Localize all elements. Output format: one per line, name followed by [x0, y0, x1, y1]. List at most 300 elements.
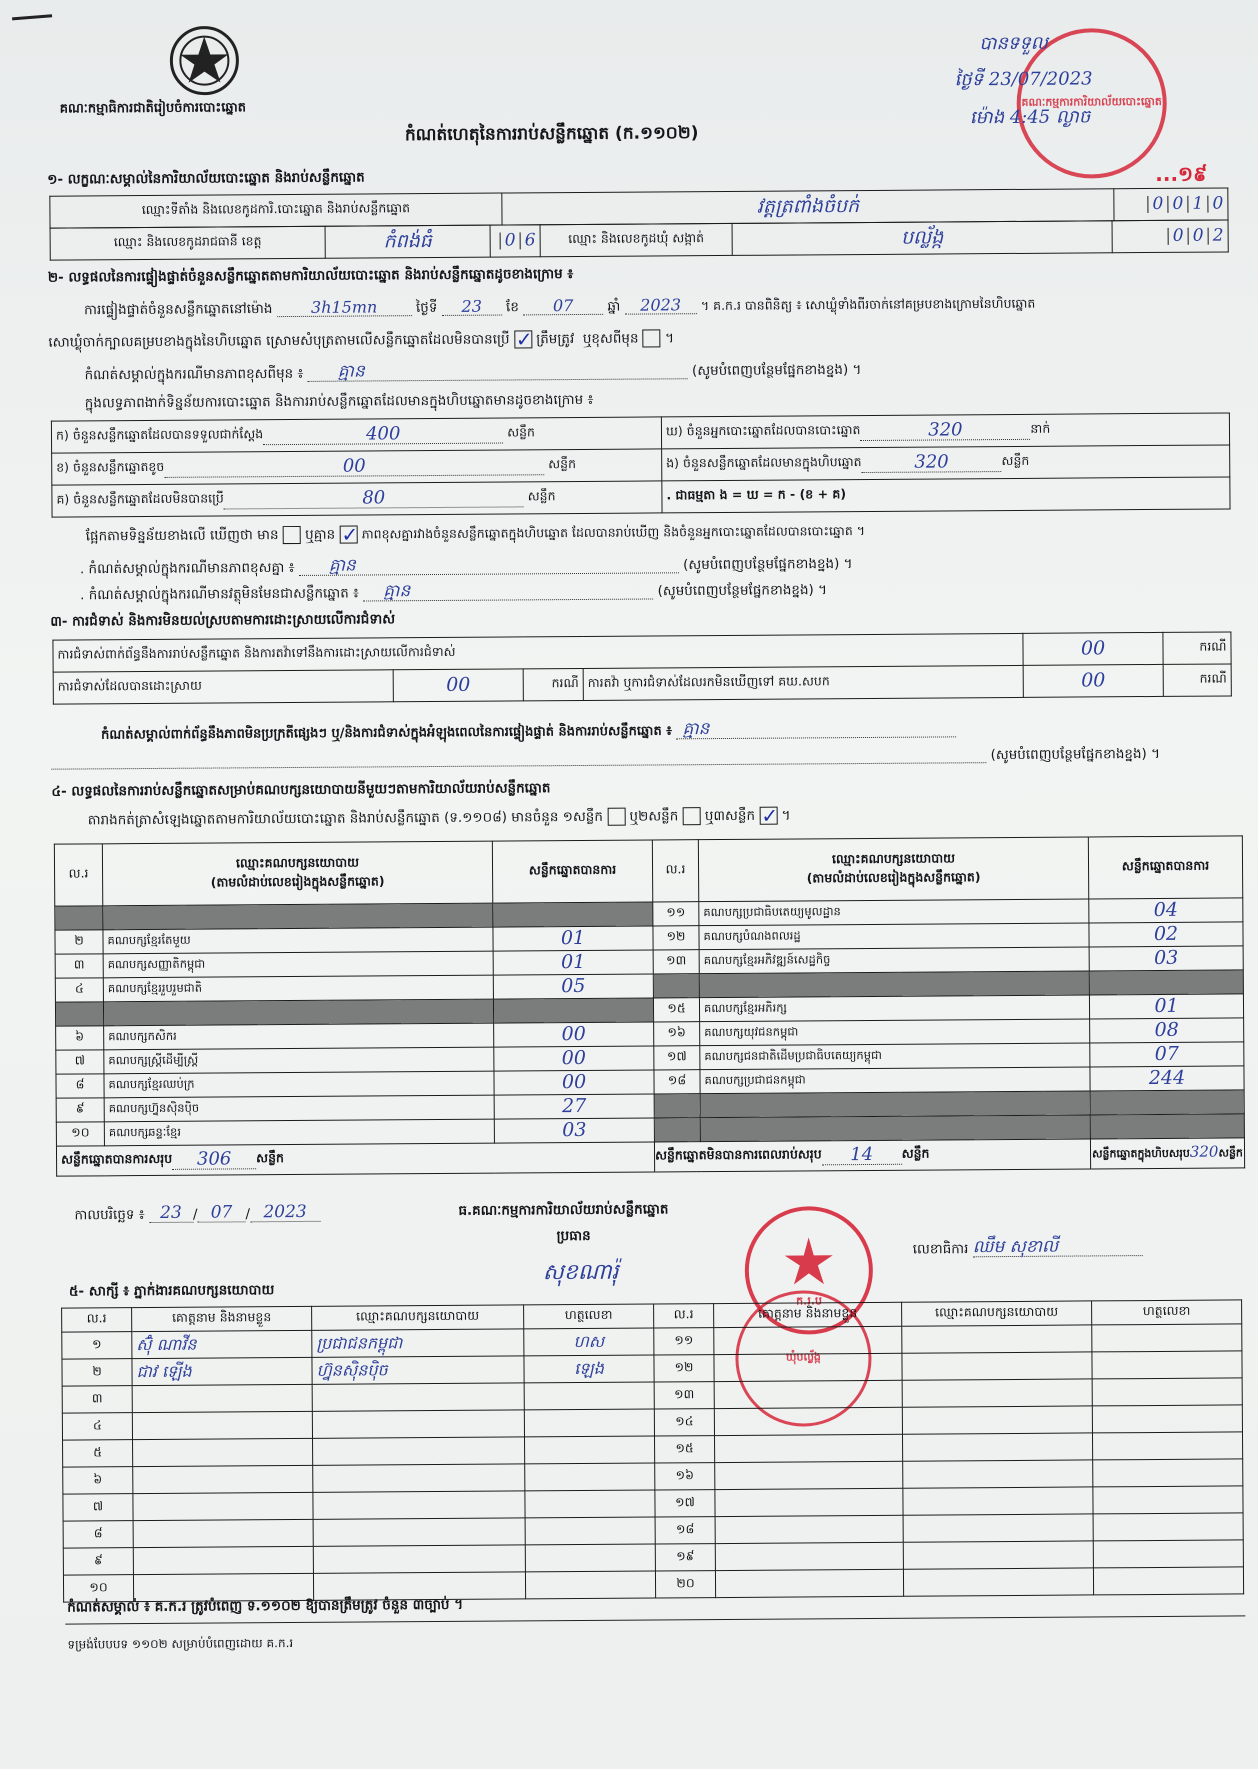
- commune-code-digit: 0: [1188, 228, 1208, 245]
- witness-signature: [1092, 1351, 1242, 1379]
- footer-note: កំណត់សម្គាល់ ៖ គ.ក.រ ត្រូវបំពេញ ទ.១១០២ ឱ្យបានត្រឹមត្រូវ ចំនួន ៣ច្បាប់ ។: [67, 1596, 464, 1616]
- witness-name: [132, 1384, 312, 1412]
- province-code-digit: 6: [520, 232, 540, 249]
- station-code-digit: 0: [1147, 196, 1167, 213]
- witness-name: [714, 1380, 902, 1408]
- verify-year: 2023: [625, 297, 697, 315]
- discrepancy-line: [86, 522, 865, 545]
- complaints-row2-mid-label: ការតវ៉ា ឬការជំទាស់ដែលរកមិនឃើញទៅ គឃ.សបក: [583, 665, 1023, 700]
- complaints-table: [52, 631, 1231, 704]
- witness-party: [903, 1460, 1093, 1488]
- result-no: ៣: [55, 954, 103, 978]
- result-votes: [494, 1118, 654, 1143]
- spoiled-row: [52, 449, 662, 485]
- no-discrepancy-checkbox[interactable]: ✓: [341, 522, 359, 547]
- complaints-row2-cell: [393, 669, 523, 702]
- witness-no: ១៧: [655, 1490, 715, 1517]
- difference-note-label: កំណត់សម្គាល់ក្នុងករណីមានភាពខុសពីមុន ៖: [84, 365, 304, 384]
- result-no: ៧: [56, 1050, 104, 1074]
- witness-name: [133, 1519, 313, 1547]
- result-no: ២: [55, 930, 103, 954]
- two-sheets-checkbox[interactable]: [683, 807, 701, 825]
- received-unit: សន្លឹក: [507, 424, 536, 440]
- section2-title: ២- លទ្ធផលនៃការផ្ទៀងផ្ទាត់ចំនួនសន្លឹកឆ្នោតតាមការិយាល័យបោះឆ្នោត និងរាប់សន្លឹកឆ្នោតដូចខាងក្រោម ៖: [47, 266, 574, 286]
- results-header-votes: សន្លឹកឆ្នោតបានការ: [492, 840, 652, 903]
- witness-no: ៤: [62, 1413, 132, 1440]
- voters-value: 320: [860, 421, 1030, 441]
- witness-header-party: ឈ្មោះគណបក្សនយោបាយ: [312, 1305, 524, 1330]
- result-party: [103, 903, 493, 930]
- witness-party: [312, 1410, 524, 1438]
- result-votes: [1090, 1090, 1244, 1115]
- result-votes: [493, 902, 653, 927]
- witness-no: ៣: [62, 1386, 132, 1413]
- different-checkbox[interactable]: [643, 329, 661, 347]
- station-code: [1114, 188, 1228, 221]
- unused-label: គ) ចំនួនសន្លឹកឆ្នោតដែលមិនបានប្រើ: [56, 490, 224, 507]
- witness-signature: [1092, 1378, 1242, 1406]
- none-label: ឬគ្មាន: [305, 526, 336, 543]
- result-party: គណបក្សប្រជាជនកម្ពុជា: [700, 1067, 1090, 1094]
- result-no: ១២: [653, 926, 699, 950]
- result-votes: [493, 974, 653, 999]
- result-party: គណបក្សខ្មែរអភិវឌ្ឍន៍សេដ្ឋកិច្ច: [699, 947, 1089, 974]
- discrepancy-text: ភាពខុសគ្នារវាងចំនួនសន្លឹកឆ្នោតក្នុងហិបឆ្នោត ដែលបានរាប់ឃើញ និងចំនួនអ្នកបោះឆ្នោតដែលបានបោះឆ្នោត ។: [361, 523, 866, 542]
- voters-label: ឃ) ចំនួនអ្នកបោះឆ្នោតដែលបានបោះឆ្នោត: [665, 422, 861, 439]
- results-header-party-sub-right: (តាមលំដាប់លេខរៀងក្នុងសន្លឹកឆ្នោត): [806, 868, 981, 885]
- result-party: គណបក្សខ្មែររួបរួមជាតិ: [103, 975, 493, 1002]
- witness-signature: [525, 1544, 655, 1572]
- result-votes: [1089, 946, 1243, 971]
- unused-row: [52, 481, 662, 517]
- witness-signature: [524, 1328, 654, 1356]
- total-box-label: សន្លឹកឆ្នោតក្នុងហិបសរុប: [1091, 1146, 1190, 1160]
- correct-checkbox[interactable]: ✓: [515, 327, 533, 352]
- witness-no: ១: [62, 1332, 132, 1359]
- result-votes: [494, 1022, 654, 1047]
- registration-stamp-text: ឃុំបល្ល័ង្ក: [785, 1350, 821, 1364]
- result-no: ១៣: [653, 950, 699, 974]
- witness-signature-value: ឡេង: [574, 1358, 604, 1379]
- witness-no: ១៦: [655, 1463, 715, 1490]
- witness-no: ៨: [63, 1521, 133, 1548]
- witness-party-value: ហ្វ៊ុនស៊ិនប៉ិច: [316, 1360, 388, 1380]
- result-no: [55, 1002, 103, 1026]
- witness-name: [715, 1488, 903, 1516]
- province-label: ឈ្មោះ និងលេខកូដរាជធានី ខេត្ត: [50, 226, 325, 260]
- note1-value: គ្មាន: [299, 555, 679, 576]
- witness-name: [714, 1407, 902, 1435]
- complaints-row1-label: ការជំទាស់ពាក់ព័ន្ធនឹងការរាប់សន្លឹកឆ្នោត និងការតវ៉ាទៅនឹងការដោះស្រាយលើការជំទាស់: [53, 633, 1023, 672]
- witness-party: [902, 1406, 1092, 1434]
- vote-count: 07: [1154, 1042, 1180, 1065]
- witness-header-no-right: ល.រ: [654, 1304, 714, 1328]
- in-box-unit: សន្លឹក: [1001, 452, 1030, 469]
- witness-no: ២: [62, 1359, 132, 1386]
- results-header-party-sub: (តាមលំដាប់លេខរៀងក្នុងសន្លឹកឆ្នោត): [210, 872, 385, 890]
- complaints-row1-unit: ករណី: [1163, 632, 1231, 664]
- in-box-row: [662, 445, 1230, 481]
- note1-line: [80, 554, 853, 577]
- witness-no: ១២: [654, 1355, 714, 1382]
- section4-title: ៤- លទ្ធផលនៃការរាប់សន្លឹកឆ្នោតសម្រាប់គណបក្សនយោបាយនីមួយៗតាមការិយាល័យរាប់សន្លឹកឆ្នោត: [51, 780, 551, 800]
- witness-no: ២០: [655, 1571, 715, 1598]
- vote-count: 01: [560, 926, 586, 950]
- result-votes: [494, 1046, 654, 1071]
- station-name: វត្តត្រពាំងចំបក់: [756, 195, 860, 218]
- secretary-label: លេខាធិការ: [912, 1241, 969, 1258]
- unused-unit: សន្លឹក: [527, 488, 556, 504]
- has-label: ផ្អែកតាមទិន្នន័យខាងលើ ឃើញថា មាន: [85, 527, 279, 545]
- witness-party: [312, 1329, 524, 1357]
- witness-no: ១៥: [654, 1436, 714, 1463]
- witness-header-sign: ហត្ថលេខា: [524, 1304, 654, 1329]
- witness-signature: [525, 1490, 655, 1518]
- results-header-party-right: [698, 837, 1088, 902]
- witness-no: ១៩: [655, 1544, 715, 1571]
- result-votes: [493, 926, 653, 951]
- verify-line1-tail: ។ គ.ក.រ បានពិនិត្យ ៖ សោឃ្លុំទាំងពីរចាក់នៅគម្របខាងក្រោមនៃហិបឆ្នោត: [700, 295, 1036, 313]
- result-party: គណបក្សខ្មែរអភិរក្ស: [699, 995, 1089, 1022]
- witness-no: ១០: [63, 1575, 133, 1602]
- note2-line: [80, 580, 827, 603]
- witness-name-value: ជាវ ឡើង: [136, 1361, 192, 1382]
- received-stamp-text: គណៈកម្មការការិយាល័យបោះឆ្នោត: [1021, 94, 1162, 109]
- witness-name: [715, 1515, 903, 1543]
- date-month: 07: [197, 1204, 245, 1222]
- footer-form-note: ទម្រង់បែបបទ ១១០២ សម្រាប់បំពេញដោយ គ.ក.រ: [67, 1636, 294, 1652]
- witness-name-value: ស៊ុំ ណាវីន: [136, 1334, 197, 1355]
- result-no: [654, 1094, 700, 1118]
- committee-stamp-text: ក.រ.ប: [796, 1293, 823, 1308]
- result-party: [699, 971, 1089, 998]
- province-code-digit: 0: [500, 232, 520, 249]
- witness-name: [132, 1411, 312, 1439]
- note2-suffix: (សូមបំពេញបន្ថែមផ្នែកខាងខ្នង) ។: [657, 582, 828, 600]
- result-votes: [1090, 1042, 1244, 1067]
- witness-no: ១៤: [654, 1409, 714, 1436]
- vote-count: 01: [1154, 994, 1179, 1017]
- dotted-line: [51, 762, 986, 770]
- total-box-value: 320: [1189, 1142, 1219, 1161]
- irregularity-note-suffix: (សូមបំពេញបន្ថែមផ្នែកខាងខ្នង) ។: [990, 745, 1161, 764]
- result-no: [654, 1118, 700, 1142]
- complaints-row2-mid-unit: ករណី: [1163, 664, 1231, 696]
- result-no: ៨: [56, 1074, 104, 1098]
- chair-label: ប្រធាន: [556, 1227, 591, 1245]
- witness-signature: [525, 1436, 655, 1464]
- witness-name: [715, 1569, 903, 1597]
- verify-time-label: ការផ្ទៀងផ្ទាត់ចំនួនសន្លឹកឆ្នោតនៅម៉ោង: [84, 300, 273, 319]
- station-name-cell: [502, 189, 1114, 225]
- result-party: គណបក្សខ្មែរតែមួយ: [103, 927, 493, 954]
- witness-name: [714, 1434, 902, 1462]
- note2-label: . កំណត់សម្គាល់ក្នុងករណីមានវត្ថុមិនមែនជាសន្លឹកឆ្នោត ៖: [80, 585, 360, 604]
- results-header-party-label-right: ឈ្មោះគណបក្សនយោបាយ: [831, 849, 956, 866]
- result-no: ១៨: [654, 1070, 700, 1094]
- witness-party: [902, 1352, 1092, 1380]
- witness-name: [133, 1546, 313, 1574]
- voters-unit: នាក់: [1030, 420, 1051, 436]
- total-invalid-cell: [654, 1139, 1090, 1172]
- stamp-emblem-icon: [779, 1231, 839, 1291]
- chair-signature: សុខណារ៉ុ: [542, 1259, 619, 1286]
- ballot-counts-table: [51, 412, 1231, 517]
- witness-signature: [1092, 1324, 1242, 1352]
- witness-signature: [525, 1571, 655, 1599]
- witness-party: [313, 1464, 525, 1492]
- result-party: [700, 1115, 1090, 1142]
- irregularity-note-label: កំណត់សម្គាល់ពាក់ព័ន្ធនឹងភាពមិនប្រក្រតីផ្សេងៗ ឬ/និងការជំទាស់ក្នុងអំឡុងពេលនៃការផ្ទៀងផ្ទាត់ និងការរាប់សន្លឹកឆ្នោត ៖: [101, 723, 672, 743]
- form-title: កំណត់ហេតុនៃការរាប់សន្លឹកឆ្នោត (ក.១១០២): [404, 123, 699, 146]
- total-valid-value: 306: [172, 1150, 256, 1170]
- witness-signature-value: ហស: [573, 1331, 605, 1352]
- tally-sheets-label: តារាងកត់ត្រាសំឡេងឆ្នោតតាមការិយាល័យបោះឆ្នោត និងរាប់សន្លឹកឆ្នោត (ទ.១១០៨) មានចំនួន ១សន្លឹក: [87, 808, 603, 829]
- result-no: ៦: [56, 1026, 104, 1050]
- witness-signature: [1092, 1432, 1242, 1460]
- verify-day: 23: [442, 299, 502, 316]
- results-table: [54, 835, 1245, 1176]
- one-sheet-checkbox[interactable]: [607, 808, 625, 826]
- in-box-value: 320: [861, 453, 1001, 473]
- result-votes: [494, 1070, 654, 1095]
- section1-title: ១- លក្ខណៈសម្គាល់នៃការិយាល័យបោះឆ្នោត និងរាប់សន្លឹកឆ្នោត: [47, 169, 365, 188]
- stray-mark: [12, 14, 52, 20]
- result-no: ១៥: [653, 998, 699, 1022]
- voters-row: [661, 413, 1229, 449]
- province-name-cell: [325, 225, 490, 258]
- date-line: កាលបរិច្ឆេទ ៖ 23 / 07 / 2023: [74, 1204, 320, 1224]
- total-invalid-label: សន្លឹកឆ្នោតមិនបានការពេលរាប់សរុប: [654, 1146, 822, 1163]
- location-table: [50, 219, 1229, 260]
- commune-code-digit: 2: [1208, 227, 1228, 244]
- result-party: គណបក្សខ្មែរឈប់ក្រ: [104, 1071, 494, 1098]
- spoiled-value: 00: [164, 456, 544, 478]
- date-year: 2023: [250, 1204, 320, 1222]
- witness-signature: [524, 1382, 654, 1410]
- total-box-unit: សន្លឹក: [1218, 1145, 1243, 1160]
- result-party: គណបក្សស្ត្រីដើម្បីស្ត្រី: [104, 1047, 494, 1074]
- commune-code: [1112, 220, 1228, 253]
- in-box-label: ង) ចំនួនសន្លឹកឆ្នោតដែលមានក្នុងហិបឆ្នោត: [666, 454, 862, 471]
- tally-sheets-line: តារាងកត់ត្រាសំឡេងឆ្នោតតាមការិយាល័យបោះឆ្នោត និងរាប់សន្លឹកឆ្នោត (ទ.១១០៨) មានចំនួន ១សន្លឹក ឬ២សន្លឹក ឬ៣សន្លឹក ✓ ។: [87, 803, 791, 829]
- spoiled-label: ខ) ចំនួនសន្លឹកឆ្នោតខូច: [56, 458, 165, 475]
- result-no: [55, 906, 103, 930]
- footer-divider: [65, 1615, 1245, 1624]
- received-time: ម៉ោង 4:45 ល្ងាច: [969, 106, 1091, 129]
- result-no: ៩: [56, 1098, 104, 1122]
- total-valid-cell: [56, 1142, 654, 1176]
- verify-month: 07: [523, 298, 603, 316]
- org-name: គណៈកម្មាធិការជាតិរៀបចំការបោះឆ្នោត: [59, 100, 246, 117]
- witness-no: ១៨: [655, 1517, 715, 1544]
- complaints-row1-value: 00: [1080, 637, 1106, 660]
- witness-no: ៥: [63, 1440, 133, 1467]
- witness-header-no: ល.រ: [62, 1308, 132, 1332]
- complaints-row2-mid-value: 00: [1081, 669, 1106, 692]
- witness-signature: [524, 1409, 654, 1437]
- witness-name: [715, 1542, 903, 1570]
- verify-line2-text: សោឃ្លុំចាក់ក្បាលគម្របខាងក្នុងនៃហិបឆ្នោត ស្រោមសំបុត្រតាមលើសន្លឹកឆ្នោតដែលមិនបានប្រើ: [48, 331, 510, 351]
- vote-count: 08: [1154, 1018, 1179, 1041]
- vote-count: 01: [561, 950, 586, 974]
- result-no: [653, 974, 699, 998]
- result-party: គណបក្សជនជាតិដើមប្រជាធិបតេយ្យកម្ពុជា: [700, 1043, 1090, 1070]
- witness-party: [312, 1383, 524, 1411]
- result-no: ១០: [56, 1122, 104, 1146]
- witness-no: ៦: [63, 1467, 133, 1494]
- witness-party: [312, 1356, 524, 1384]
- witness-party: [313, 1545, 525, 1573]
- total-invalid-unit: សន្លឹក: [901, 1145, 930, 1161]
- irregularity-note-line: [101, 719, 956, 743]
- complaints-row2-label: ការជំទាស់ដែលបានដោះស្រាយ: [53, 670, 393, 704]
- witness-no: ១១: [654, 1328, 714, 1355]
- station-code-digit: 0: [1207, 195, 1227, 212]
- result-votes: [1090, 1114, 1244, 1139]
- verify-day-label: ថ្ងៃទី: [415, 299, 438, 316]
- witness-party: [902, 1325, 1092, 1353]
- note1-label: . កំណត់សម្គាល់ក្នុងករណីមានភាពខុសគ្នា ៖: [79, 559, 295, 578]
- result-no: ១៧: [654, 1046, 700, 1070]
- vote-count: 00: [561, 1022, 586, 1046]
- witness-no: ៧: [63, 1494, 133, 1521]
- results-header-party-label: ឈ្មោះគណបក្សនយោបាយ: [235, 854, 360, 870]
- date-day: 23: [149, 1205, 193, 1223]
- has-discrepancy-checkbox[interactable]: [283, 526, 301, 544]
- witness-party: [903, 1568, 1093, 1596]
- result-no: ៤: [55, 978, 103, 1002]
- complaints-row2-mid-cell: [1023, 664, 1163, 697]
- witness-signature: [1092, 1405, 1242, 1433]
- vote-count: 05: [561, 974, 586, 998]
- note1-suffix: (សូមបំពេញបន្ថែមផ្នែកខាងខ្នង) ។: [683, 555, 853, 574]
- committee-title: ធ.គណៈកម្មការការិយាល័យរាប់សន្លឹកឆ្នោត: [458, 1201, 669, 1219]
- vote-count: 02: [1153, 922, 1179, 945]
- witness-table: [61, 1299, 1244, 1602]
- witness-signature: [1093, 1540, 1243, 1568]
- witness-no: ៩: [63, 1548, 133, 1575]
- total-box-cell: [1090, 1138, 1244, 1169]
- complaints-row2-unit: ករណី: [523, 668, 583, 700]
- verify-month-label: ខែ: [505, 299, 519, 316]
- witness-header-party-right: ឈ្មោះគណបក្សនយោបាយ: [902, 1301, 1092, 1326]
- commune-code-digit: 0: [1168, 228, 1188, 245]
- section5-title: ៥- សាក្សី ៖ ភ្នាក់ងារគណបក្សនយោបាយ: [68, 1282, 275, 1300]
- result-votes: [1089, 970, 1243, 995]
- commune-name-cell: [732, 221, 1112, 256]
- different-label: ឬខុសពីមុន: [582, 330, 639, 347]
- witness-signature: [525, 1517, 655, 1545]
- witness-name: [715, 1461, 903, 1489]
- witness-name: [133, 1465, 313, 1493]
- witness-name: [132, 1330, 312, 1358]
- results-header-no-right: ល.រ: [652, 840, 698, 902]
- result-votes: [1090, 1018, 1244, 1043]
- difference-note-suffix: (សូមបំពេញបន្ថែមផ្នែកខាងខ្នង) ។: [691, 361, 862, 380]
- station-code-digit: 0: [1167, 196, 1187, 213]
- witness-header-name: គោត្តនាម និងនាមខ្លួន: [132, 1306, 312, 1331]
- received-label: ក) ចំនួនសន្លឹកឆ្នោតដែលបានទទួលជាក់ស្តែង: [55, 426, 264, 443]
- witness-signature: [525, 1463, 655, 1491]
- result-party: [103, 999, 493, 1026]
- commune-name: បល្ល័ង្ក: [900, 226, 944, 249]
- province-name: កំពង់ធំ: [383, 230, 432, 253]
- verify-line3: [85, 360, 862, 383]
- corner-number: ...១៩: [1155, 161, 1208, 186]
- vote-count: 244: [1148, 1066, 1186, 1090]
- witness-name: [714, 1353, 902, 1381]
- witness-party: [313, 1518, 525, 1546]
- nec-emblem-icon: [164, 24, 245, 97]
- section3-title: ៣- ការជំទាស់ និងការមិនយល់ស្របតាមការដោះស្រាយលើការជំទាស់: [50, 611, 396, 630]
- result-party: គណបក្សប្រជាធិបតេយ្យមូលដ្ឋាន: [699, 899, 1089, 926]
- witness-party-value: ប្រជាជនកម្ពុជា: [316, 1333, 403, 1353]
- received-row: [51, 417, 661, 453]
- received-date: ថ្ងៃទី 23/07/2023: [954, 68, 1093, 91]
- unused-value: 80: [224, 488, 524, 509]
- witness-party: [902, 1433, 1092, 1461]
- witness-signature: [524, 1355, 654, 1383]
- note2-value: គ្មាន: [363, 581, 653, 601]
- witness-party: [903, 1541, 1093, 1569]
- witness-name: [133, 1492, 313, 1520]
- received-label: បានទទួល: [979, 32, 1048, 55]
- results-header-party: [102, 841, 492, 906]
- vote-count: 00: [561, 1070, 587, 1094]
- result-party: គណបក្សបំណងពលរដ្ឋ: [699, 923, 1089, 950]
- result-votes: [494, 1094, 654, 1119]
- complaints-row2-value: 00: [446, 673, 471, 696]
- verify-line1: [84, 295, 1035, 319]
- result-votes: [493, 950, 653, 975]
- date-label: កាលបរិច្ឆេទ ៖: [74, 1206, 145, 1224]
- result-votes: [1089, 898, 1243, 923]
- secretary-line: [913, 1238, 1143, 1258]
- vote-count: 03: [1154, 946, 1179, 969]
- result-party: គណបក្សកសិករ: [104, 1023, 494, 1050]
- vote-count: 03: [562, 1118, 587, 1142]
- vote-count: 04: [1153, 898, 1179, 921]
- witness-name: [133, 1438, 313, 1466]
- witness-signature: [1093, 1567, 1243, 1595]
- result-party: [700, 1091, 1090, 1118]
- province-code: [490, 225, 540, 257]
- result-votes: [1089, 922, 1243, 947]
- received-value: 400: [263, 425, 503, 446]
- witness-signature: [1093, 1486, 1243, 1514]
- verify-line4: ក្នុងលទ្ធភាពងាក់ទិន្នន័យការបោះឆ្នោត និងការរាប់សន្លឹកឆ្នោតដែលមានក្នុងហិបឆ្នោតមានដូចខាងក្រោម ៖: [84, 391, 594, 412]
- formula: . ជាធម្មតា ង = ឃ = ក - (ខ + គ): [662, 477, 1230, 513]
- station-label: ឈ្មោះទីតាំង និងលេខកូដការិ.បោះឆ្នោត និងរាប់សន្លឹកឆ្នោត: [50, 193, 502, 228]
- three-sheets-checkbox[interactable]: ✓: [761, 803, 779, 828]
- verify-line2: សោឃ្លុំចាក់ក្បាលគម្របខាងក្នុងនៃហិបឆ្នោត ស្រោមសំបុត្រតាមលើសន្លឹកឆ្នោតដែលមិនបានប្រើ ✓ ត្រឹមត្រូវ ឬខុសពីមុន ។: [48, 327, 675, 352]
- result-votes: [1090, 1066, 1244, 1091]
- witness-no: ១៣: [654, 1382, 714, 1409]
- witness-name: [714, 1326, 902, 1354]
- witness-party: [903, 1514, 1093, 1542]
- results-header-votes-right: សន្លឹកឆ្នោតបានការ: [1088, 836, 1242, 899]
- result-party: គណបក្សសញ្ញាតិកម្ពុជា: [103, 951, 493, 978]
- witness-party: [902, 1379, 1092, 1407]
- witness-signature: [1093, 1513, 1243, 1541]
- witness-header-sign-right: ហត្ថលេខា: [1092, 1300, 1242, 1325]
- two-sheets-label: ឬ២សន្លឹក: [629, 808, 679, 825]
- correct-label: ត្រឹមត្រូវ: [536, 331, 575, 348]
- station-code-digit: 1: [1187, 196, 1207, 213]
- irregularity-note-value: គ្មាន: [676, 719, 956, 739]
- witness-party: [903, 1487, 1093, 1515]
